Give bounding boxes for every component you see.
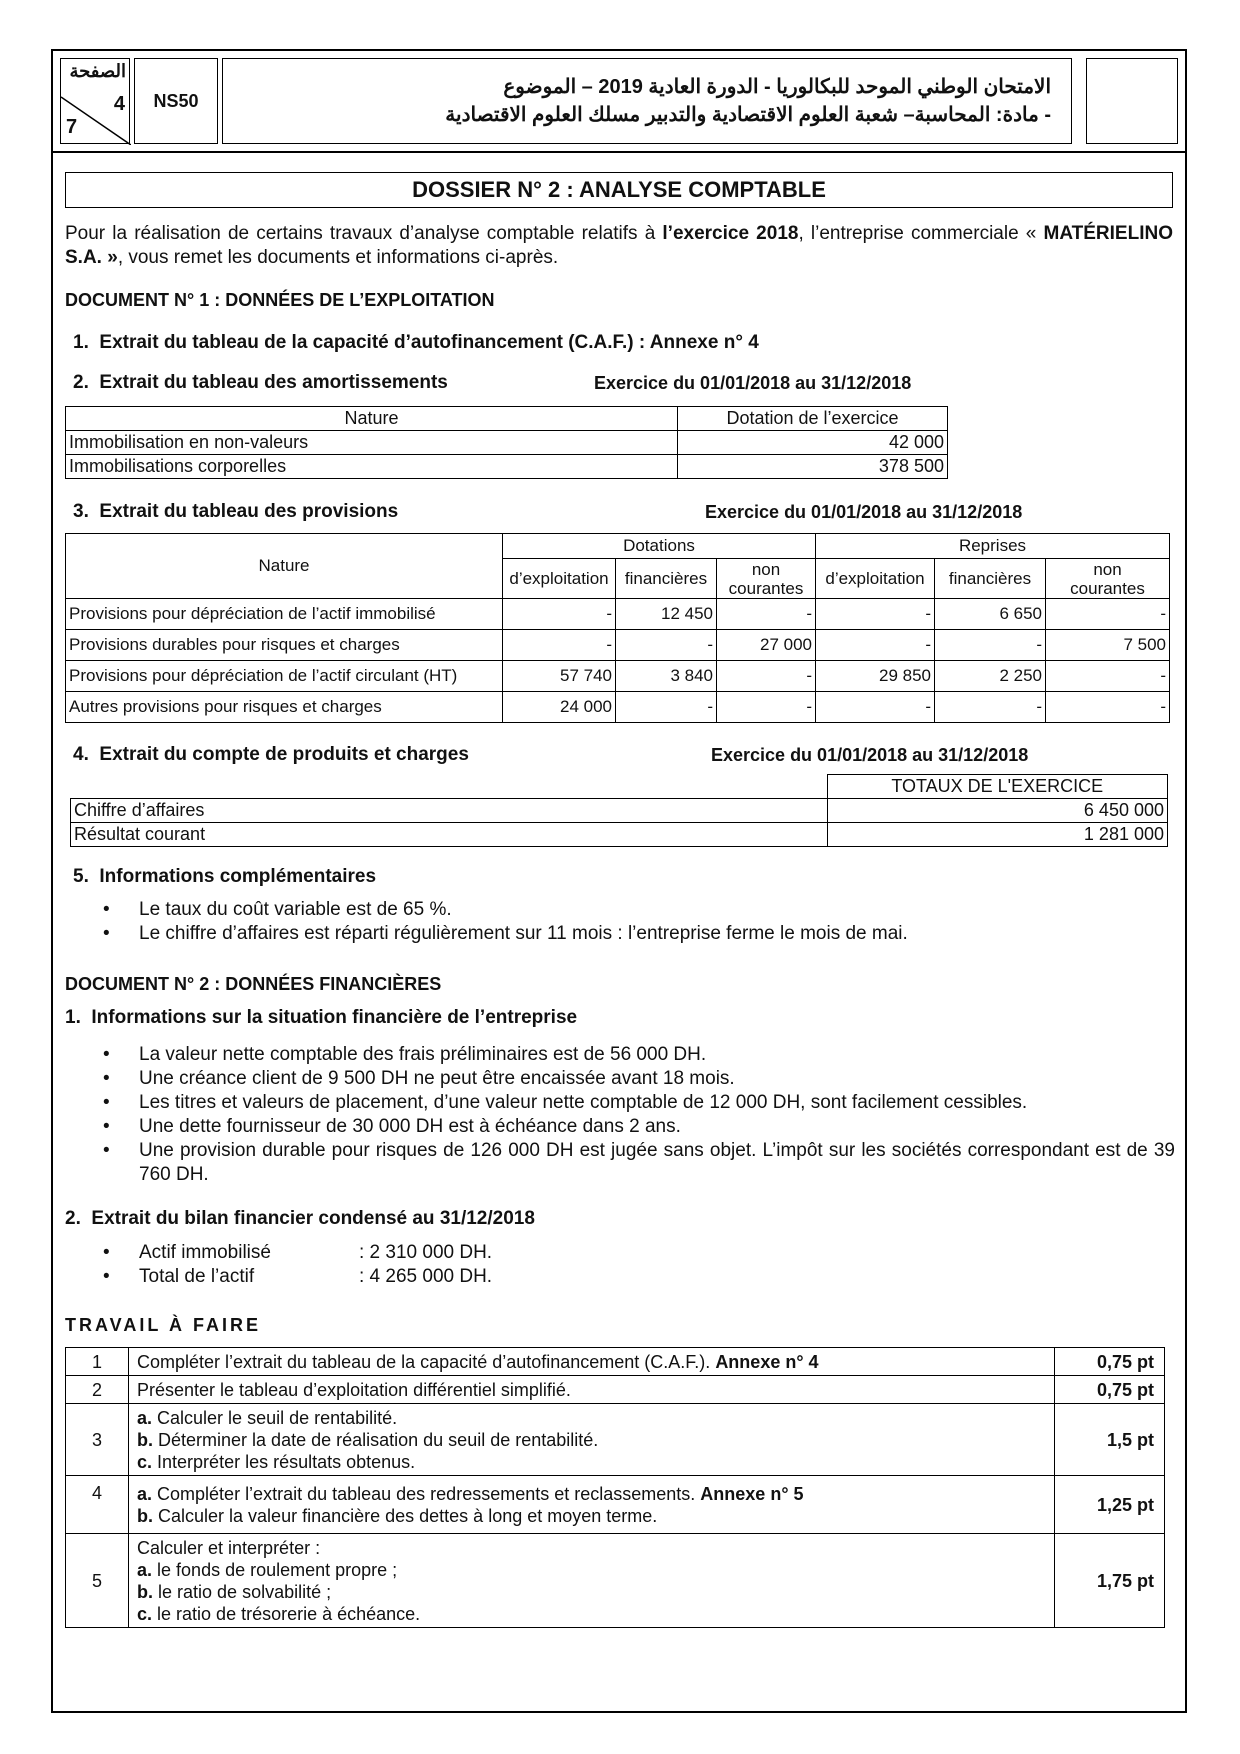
- amort-cell: Immobilisations corporelles: [66, 455, 678, 479]
- list-item: [65, 1265, 765, 1289]
- prov-subheader-text: courantes: [1070, 578, 1145, 598]
- travail-task: [129, 1534, 1055, 1628]
- prov-cell: 12 450: [616, 599, 717, 630]
- cpc-cell: 6 450 000: [827, 799, 1168, 823]
- prov-subheader-text: non: [1093, 559, 1122, 579]
- exam-title-line2: - مادة: المحاسبة– شعبة العلوم الاقتصادية والتدبير مسلك العلوم الاقتصادية: [445, 104, 1051, 126]
- prov-subheader: financières: [616, 559, 717, 599]
- travail-subtask-text: Compléter l’extrait du tableau des redressements et reclassements.: [157, 1483, 701, 1504]
- travail-subtask: [137, 1559, 1051, 1581]
- prov-cell: -: [717, 599, 816, 630]
- prov-cell: -: [616, 692, 717, 723]
- doc2-info-list: [65, 1043, 1175, 1187]
- intro-exercice: l’exercice 2018: [662, 223, 799, 244]
- bilan-label: Actif immobilisé: [139, 1242, 271, 1263]
- doc1-item5: 5. Informations complémentaires: [73, 866, 377, 887]
- prov-header-nature: Nature: [66, 534, 503, 599]
- travail-subtask-text: le ratio de trésorerie à échéance.: [157, 1603, 421, 1624]
- bilan-list: [65, 1241, 765, 1289]
- travail-num: 5: [66, 1534, 129, 1628]
- travail-subtask: [137, 1603, 1051, 1625]
- exam-title-box: [222, 58, 1072, 144]
- travail-subtask-text: Calculer la valeur financière des dettes à long et moyen terme.: [158, 1505, 658, 1526]
- travail-subtask-text: Calculer le seuil de rentabilité.: [157, 1407, 398, 1428]
- bilan-value: : 2 310 000 DH.: [359, 1242, 493, 1263]
- table-row: [66, 1376, 1165, 1404]
- dossier-title: DOSSIER N° 2 : ANALYSE COMPTABLE: [65, 172, 1173, 208]
- list-item: • Une provision durable pour risques de 126 000 DH est jugée sans objet. L’impôt sur les sociétés correspondant est de 39 760 DH.: [65, 1139, 1175, 1187]
- travail-table: [65, 1347, 1165, 1628]
- travail-subtask: [137, 1407, 1051, 1429]
- page-total: 7: [66, 116, 78, 138]
- list-item: • Le taux du coût variable est de 65 %.: [65, 898, 1175, 922]
- intro-paragraph: [65, 222, 1173, 270]
- table-row: [66, 630, 1170, 661]
- travail-lead: Calculer et interpréter :: [137, 1537, 321, 1558]
- list-item: • Le chiffre d’affaires est réparti régulièrement sur 11 mois : l’entreprise ferme le mois de mai.: [65, 922, 1175, 946]
- prov-subheader-text: non: [751, 559, 781, 579]
- travail-letter: c.: [137, 1451, 153, 1472]
- page-label: الصفحة: [69, 61, 126, 81]
- amort-header-nature: Nature: [66, 407, 678, 431]
- amortissements-table: [65, 406, 948, 479]
- travail-subtask-text: le fonds de roulement propre ;: [157, 1559, 398, 1580]
- doc2-item2: 2. Extrait du bilan financier condensé au 31/12/2018: [65, 1208, 535, 1229]
- prov-cell: -: [1046, 661, 1170, 692]
- page-number: 4: [113, 93, 125, 115]
- prov-subheader: financières: [935, 559, 1046, 599]
- company-name: MATÉRIELINO S.A. »: [65, 223, 1173, 268]
- prov-subheader-non-courantes: [717, 559, 816, 599]
- amort-cell: 42 000: [678, 431, 948, 455]
- prov-cell: -: [717, 661, 816, 692]
- cpc-empty-corner: [71, 775, 828, 799]
- travail-points: 1,75 pt: [1055, 1534, 1165, 1628]
- prov-header-reprises: Reprises: [816, 534, 1170, 559]
- travail-task: [129, 1348, 1055, 1376]
- prov-cell: -: [616, 630, 717, 661]
- cpc-header: TOTAUX DE L'EXERCICE: [827, 775, 1168, 799]
- doc2-title: DOCUMENT N° 2 : DONNÉES FINANCIÈRES: [65, 974, 442, 994]
- table-row: [66, 661, 1170, 692]
- provisions-table: [65, 533, 1170, 723]
- table-row: [66, 1476, 1165, 1534]
- prov-cell: -: [816, 599, 935, 630]
- travail-num: 3: [66, 1404, 129, 1476]
- travail-subtask-text: Interpréter les résultats obtenus.: [157, 1451, 416, 1472]
- travail-task: [129, 1404, 1055, 1476]
- table-row: [66, 1348, 1165, 1376]
- prov-cell: Provisions durables pour risques et charges: [66, 630, 503, 661]
- travail-num: 1: [66, 1348, 129, 1376]
- travail-task-text: Compléter l’extrait du tableau de la capacité d’autofinancement (C.A.F.).: [137, 1351, 716, 1372]
- travail-subtask: [137, 1505, 1051, 1527]
- prov-cell: -: [503, 630, 616, 661]
- prov-cell: -: [816, 630, 935, 661]
- prov-cell: -: [816, 692, 935, 723]
- prov-cell: -: [1046, 692, 1170, 723]
- prov-cell: 7 500: [1046, 630, 1170, 661]
- bilan-label: Total de l’actif: [139, 1266, 255, 1287]
- amort-cell: 378 500: [678, 455, 948, 479]
- prov-cell: 24 000: [503, 692, 616, 723]
- travail-letter: b.: [137, 1429, 153, 1450]
- exam-title-line1: الامتحان الوطني الموحد للبكالوريا - الدورة العادية 2019 – الموضوع: [503, 76, 1051, 98]
- doc1-item4: 4. Extrait du compte de produits et charges: [73, 744, 469, 765]
- travail-title: TRAVAIL À FAIRE: [65, 1315, 262, 1335]
- prov-cell: -: [935, 630, 1046, 661]
- travail-num: 4: [66, 1476, 129, 1534]
- intro-text-1: Pour la réalisation de certains travaux d’analyse comptable relatifs à: [65, 223, 663, 244]
- travail-points: 1,25 pt: [1055, 1476, 1165, 1534]
- doc1-item3: 3. Extrait du tableau des provisions: [73, 501, 399, 522]
- travail-annexe: Annexe n° 4: [715, 1351, 819, 1372]
- travail-letter: a.: [137, 1483, 153, 1504]
- bilan-value: : 4 265 000 DH.: [359, 1266, 493, 1287]
- doc1-title: DOCUMENT N° 1 : DONNÉES DE L’EXPLOITATION: [65, 290, 495, 310]
- intro-text-2: , l’entreprise commerciale «: [798, 223, 1044, 244]
- header-separator: [51, 151, 1187, 153]
- travail-letter: c.: [137, 1603, 153, 1624]
- prov-cell: -: [503, 599, 616, 630]
- list-item: • Les titres et valeurs de placement, d’une valeur nette comptable de 12 000 DH, sont facilement cessibles.: [65, 1091, 1175, 1115]
- travail-subtask: [137, 1429, 1051, 1451]
- list-item: • La valeur nette comptable des frais préliminaires est de 56 000 DH.: [65, 1043, 1175, 1067]
- travail-letter: b.: [137, 1581, 153, 1602]
- travail-letter: a.: [137, 1559, 153, 1580]
- prov-subheader-text: courantes: [728, 578, 804, 598]
- doc1-item1: 1. Extrait du tableau de la capacité d’autofinancement (C.A.F.) : Annexe n° 4: [73, 332, 759, 353]
- travail-num: 2: [66, 1376, 129, 1404]
- amort-header-dotation: Dotation de l’exercice: [678, 407, 948, 431]
- prov-subheader-non-courantes: [1046, 559, 1170, 599]
- travail-letter: b.: [137, 1505, 153, 1526]
- prov-cell: 29 850: [816, 661, 935, 692]
- prov-header-dotations: Dotations: [503, 534, 816, 559]
- travail-points: 0,75 pt: [1055, 1376, 1165, 1404]
- doc1-item3-period: Exercice du 01/01/2018 au 31/12/2018: [705, 502, 1023, 522]
- table-row: [66, 692, 1170, 723]
- travail-subtask-text: Déterminer la date de réalisation du seuil de rentabilité.: [158, 1429, 599, 1450]
- cpc-cell: 1 281 000: [827, 823, 1168, 847]
- cpc-table: [70, 774, 1168, 847]
- prov-cell: Provisions pour dépréciation de l’actif circulant (HT): [66, 661, 503, 692]
- travail-subtask: [137, 1483, 1051, 1505]
- prov-cell: 57 740: [503, 661, 616, 692]
- list-item: • Une dette fournisseur de 30 000 DH est à échéance dans 2 ans.: [65, 1115, 1175, 1139]
- doc1-item2-period: Exercice du 01/01/2018 au 31/12/2018: [594, 373, 912, 393]
- table-row: [66, 1534, 1165, 1628]
- exam-code: NS50: [134, 58, 218, 144]
- doc1-info-list: [65, 898, 1175, 946]
- prov-cell: 27 000: [717, 630, 816, 661]
- doc1-item2: 2. Extrait du tableau des amortissements: [73, 372, 448, 393]
- prov-cell: Provisions pour dépréciation de l’actif immobilisé: [66, 599, 503, 630]
- prov-cell: 6 650: [935, 599, 1046, 630]
- table-row: [66, 1404, 1165, 1476]
- doc1-item4-period: Exercice du 01/01/2018 au 31/12/2018: [711, 745, 1029, 765]
- prov-subheader: d’exploitation: [503, 559, 616, 599]
- prov-cell: Autres provisions pour risques et charges: [66, 692, 503, 723]
- prov-cell: 3 840: [616, 661, 717, 692]
- prov-cell: 2 250: [935, 661, 1046, 692]
- travail-task: Présenter le tableau d’exploitation différentiel simplifié.: [129, 1376, 1055, 1404]
- table-row: [66, 599, 1170, 630]
- page-number-box: [60, 58, 130, 144]
- doc2-item1: 1. Informations sur la situation financière de l’entreprise: [65, 1007, 578, 1028]
- list-item: • Une créance client de 9 500 DH ne peut être encaissée avant 18 mois.: [65, 1067, 1175, 1091]
- travail-subtask: [137, 1581, 1051, 1603]
- prov-subheader: d’exploitation: [816, 559, 935, 599]
- travail-points: 1,5 pt: [1055, 1404, 1165, 1476]
- travail-subtask: [137, 1451, 1051, 1473]
- cpc-cell: Chiffre d’affaires: [71, 799, 828, 823]
- travail-annexe: Annexe n° 5: [700, 1483, 804, 1504]
- blank-box: [1086, 58, 1178, 144]
- travail-task: [129, 1476, 1055, 1534]
- list-item: [65, 1241, 765, 1265]
- amort-cell: Immobilisation en non-valeurs: [66, 431, 678, 455]
- prov-cell: -: [935, 692, 1046, 723]
- cpc-cell: Résultat courant: [71, 823, 828, 847]
- travail-letter: a.: [137, 1407, 153, 1428]
- travail-points: 0,75 pt: [1055, 1348, 1165, 1376]
- prov-cell: -: [717, 692, 816, 723]
- travail-subtask-text: le ratio de solvabilité ;: [158, 1581, 332, 1602]
- intro-text-3: , vous remet les documents et informations ci-après.: [117, 247, 559, 268]
- prov-cell: -: [1046, 599, 1170, 630]
